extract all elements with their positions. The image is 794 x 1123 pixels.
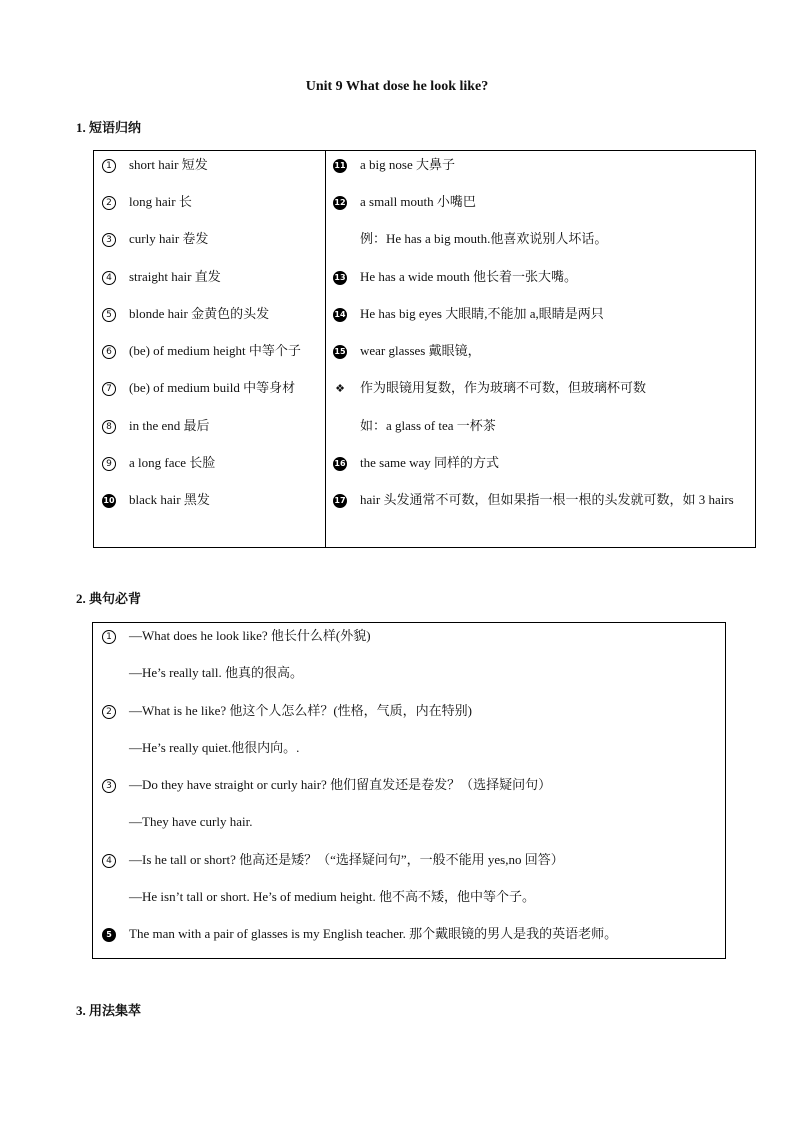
phrase-text: blonde hair 金黄色的头发 xyxy=(129,306,270,321)
example-row: 例：He has a big mouth.他喜欢说别人坏话。 xyxy=(360,231,608,246)
phrase-row xyxy=(102,455,215,471)
circled-number: 10 xyxy=(102,494,116,508)
sentence-row: —He’s really quiet.他很内向。. xyxy=(129,740,300,755)
sentence-row xyxy=(102,926,617,942)
sentence-text: —What does he look like? 他长什么样(外貌) xyxy=(129,628,371,643)
phrase-text: short hair 短发 xyxy=(129,157,208,172)
circled-number: 12 xyxy=(333,196,347,210)
sentence-row xyxy=(102,852,564,868)
phrase-row xyxy=(102,343,301,359)
circled-number: 2 xyxy=(102,705,116,719)
phrase-text: He has big eyes 大眼睛,不能加 a,眼睛是两只 xyxy=(360,306,604,321)
circled-number: 4 xyxy=(102,854,116,868)
circled-number: 5 xyxy=(102,928,116,942)
phrase-text: a small mouth 小嘴巴 xyxy=(360,194,476,209)
phrase-row xyxy=(102,269,221,285)
phrase-text: (be) of medium build 中等身材 xyxy=(129,380,296,395)
phrase-text: the same way 同样的方式 xyxy=(360,455,500,470)
sentence-text: The man with a pair of glasses is my English teacher. 那个戴眼镜的男人是我的英语老师。 xyxy=(129,926,618,941)
phrase-text: 作为眼镜用复数，作为玻璃不可数，但玻璃杯可数 xyxy=(360,380,647,395)
sentence-box xyxy=(92,622,726,959)
circled-number: 5 xyxy=(102,308,116,322)
circled-number: 15 xyxy=(333,345,347,359)
phrase-text: in the end 最后 xyxy=(129,418,210,433)
circled-number: 13 xyxy=(333,271,347,285)
sentence-row xyxy=(102,777,551,793)
sentence-row xyxy=(102,628,371,644)
phrase-text: a big nose 大鼻子 xyxy=(360,157,455,172)
section-heading-usage: 3. 用法集萃 xyxy=(76,1003,142,1018)
phrase-text: (be) of medium height 中等个子 xyxy=(129,343,301,358)
phrase-text: curly hair 卷发 xyxy=(129,231,209,246)
phrase-row xyxy=(102,380,295,396)
circled-number: 6 xyxy=(102,345,116,359)
phrase-row xyxy=(102,418,210,434)
phrase-row xyxy=(333,455,499,471)
sentence-row xyxy=(102,703,472,719)
table-divider xyxy=(325,151,326,547)
phrase-text: He has a wide mouth 他长着一张大嘴。 xyxy=(360,269,578,284)
example-row: 如：a glass of tea 一杯茶 xyxy=(360,418,496,433)
circled-number: 8 xyxy=(102,420,116,434)
phrase-row xyxy=(102,492,210,508)
phrase-row xyxy=(333,488,751,512)
sentence-row: —He’s really tall. 他真的很高。 xyxy=(129,665,304,680)
phrase-row xyxy=(333,157,455,173)
sentence-row: —He isn’t tall or short. He’s of medium height. 他不高不矮，他中等个子。 xyxy=(129,889,535,904)
circled-number: 7 xyxy=(102,382,116,396)
circled-number: 1 xyxy=(102,159,116,173)
phrase-row xyxy=(333,194,476,210)
circled-number: 3 xyxy=(102,233,116,247)
phrase-text: hair 头发通常不可数，但如果指一根一根的头发就可数，如 3 hairs xyxy=(360,492,734,507)
phrase-row xyxy=(333,269,577,285)
sentence-row: —They have curly hair. xyxy=(129,814,253,829)
bullet-row xyxy=(333,380,646,397)
page-title: Unit 9 What dose he look like? xyxy=(305,79,489,94)
sentence-text: —What is he like? 他这个人怎么样？(性格，气质，内在特别) xyxy=(129,703,473,718)
section-heading-phrases: 1. 短语归纳 xyxy=(76,120,142,135)
sentence-text: —Do they have straight or curly hair? 他们留直发还是卷发？（选择疑问句） xyxy=(129,777,552,792)
circled-number: 11 xyxy=(333,159,347,173)
phrase-row xyxy=(333,306,604,322)
circled-number: 1 xyxy=(102,630,116,644)
phrase-row xyxy=(333,343,481,359)
circled-number: 16 xyxy=(333,457,347,471)
circled-number: 3 xyxy=(102,779,116,793)
phrase-row xyxy=(102,194,192,210)
circled-number: 2 xyxy=(102,196,116,210)
circled-number: 4 xyxy=(102,271,116,285)
diamond-bullet-icon: ❖ xyxy=(335,383,345,396)
circled-number: 9 xyxy=(102,457,116,471)
circled-number: 14 xyxy=(333,308,347,322)
circled-number: 17 xyxy=(333,494,347,508)
phrase-text: a long face 长脸 xyxy=(129,455,216,470)
phrase-text: wear glasses 戴眼镜， xyxy=(360,343,481,358)
phrase-text: long hair 长 xyxy=(129,194,192,209)
phrase-text: straight hair 直发 xyxy=(129,269,221,284)
phrase-row xyxy=(102,157,208,173)
sentence-text: —Is he tall or short? 他高还是矮？（“选择疑问句”，一般不能用 yes,no 回答） xyxy=(129,852,564,867)
phrase-row xyxy=(102,231,208,247)
phrase-row xyxy=(102,306,269,322)
phrase-text: black hair 黑发 xyxy=(129,492,210,507)
phrase-table xyxy=(93,150,756,548)
section-heading-sentences: 2. 典句必背 xyxy=(76,591,142,606)
